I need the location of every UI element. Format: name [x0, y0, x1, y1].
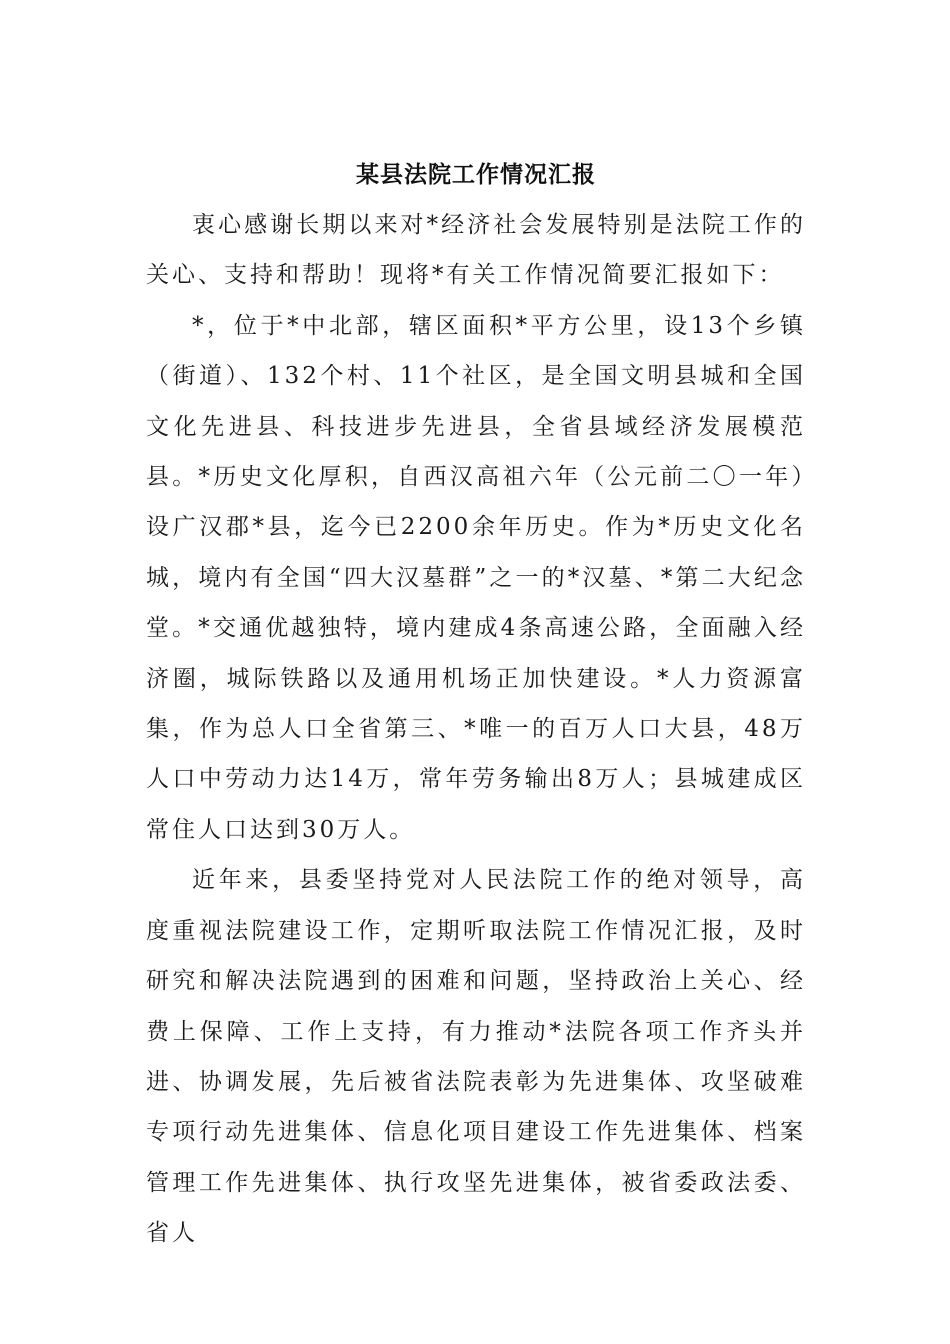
paragraph-county-overview: *，位于*中北部，辖区面积*平方公里，设13个乡镇（街道）、132个村、11个社区，是全国文明县城和全国文化先进县、科技进步先进县，全省县域经济发展模范县。*历史文化厚积，自西汉高祖六年（公元前二〇一年）设广汉郡*县，迄今已2200余年历史。作为*历史文化名城，境内有全国“四大汉墓群”之一的*汉墓、*第二大纪念堂。*交通优越独特，境内建成4条高速公路，全面融入经济圈，城际铁路以及通用机场正加快建设。*人力资源富集，作为总人口全省第三、*唯一的百万人口大县，48万人口中劳动力达14万，常年劳务输出8万人；县城建成区常住人口达到30万人。: [146, 312, 806, 843]
paragraph-court-work: 近年来，县委坚持党对人民法院工作的绝对领导，高度重视法院建设工作，定期听取法院工作情况汇报，及时研究和解决法院遇到的困难和问题，坚持政治上关心、经费上保障、工作上支持，有力推动*法院各项工作齐头并进、协调发展，先后被省法院表彰为先进集体、攻坚破难专项行动先进集体、信息化项目建设工作先进集体、档案管理工作先进集体、执行攻坚先进集体，被省委政法委、省人: [146, 867, 806, 1247]
document-title: 某县法院工作情况汇报: [356, 162, 596, 188]
paragraph-intro: 衷心感谢长期以来对*经济社会发展特别是法院工作的关心、支持和帮助！现将*有关工作情况简要汇报如下：: [146, 212, 806, 289]
document-page: [146, 150, 806, 1259]
